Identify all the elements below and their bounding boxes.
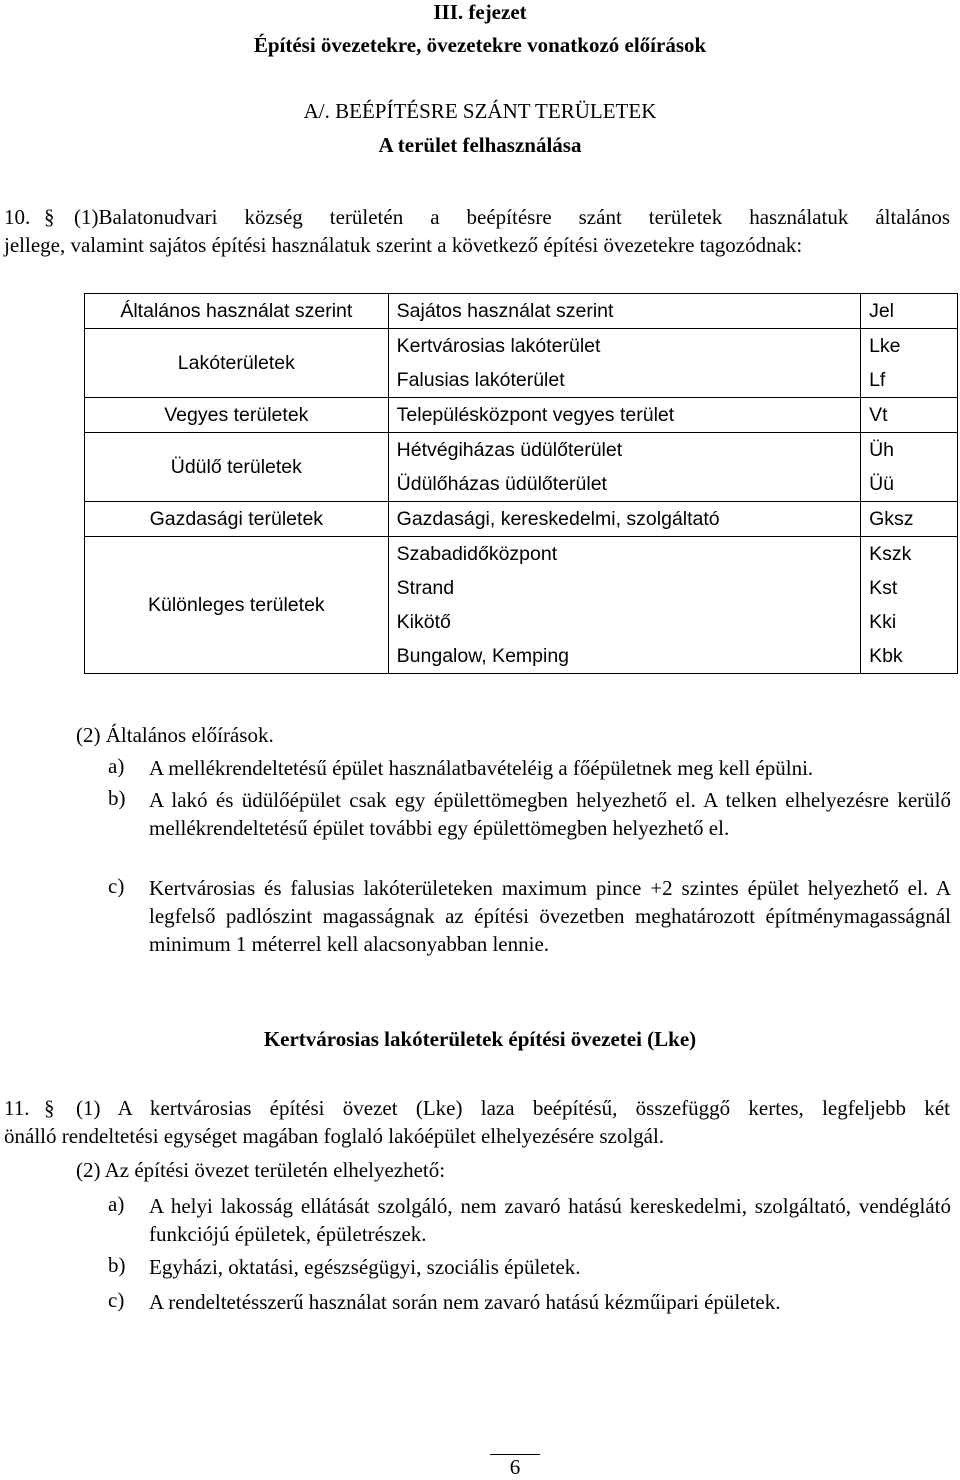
paragraph-11-number: 11.: [4, 1096, 30, 1120]
specific-use-cell: Üdülőházas üdülőterület: [388, 467, 860, 502]
placeable-title: (2) Az építési övezet területén elhelyezhető:: [76, 1158, 446, 1182]
code-cell: Gksz: [861, 502, 958, 537]
code-cell: Kki: [861, 605, 958, 639]
list-item-label: b): [108, 786, 126, 810]
table-row: [85, 398, 958, 433]
list-item-text: Kertvárosias és falusias lakóterületeken maximum pince +2 szintes épület helyezhető el. A legfelső padlószint magasságnak az építési övezetben meghatározott építménymagasságnál minimum 1 méterrel kell alacsonyabban lennie.: [149, 876, 951, 956]
code-cell: Lke: [861, 329, 958, 364]
list-item-text: A rendeltetésszerű használat során nem zavaró hatású kézműipari épületek.: [149, 1290, 781, 1314]
paragraph-10-line-1: (1)Balatonudvari község területén a beépítésre szánt területek használatuk általános: [74, 205, 950, 229]
list-item-text: A mellékrendeltetésű épület használatbavételéig a főépületnek meg kell épülni.: [149, 756, 814, 780]
general-use-cell: Vegyes területek: [85, 398, 389, 433]
code-cell: Lf: [861, 363, 958, 398]
general-use-cell: Gazdasági területek: [85, 502, 389, 537]
specific-use-cell: Strand: [388, 571, 860, 605]
lke-heading: Kertvárosias lakóterületek építési övezetei (Lke): [263, 1027, 697, 1051]
chapter-number: III. fejezet: [433, 0, 527, 24]
specific-use-cell: Bungalow, Kemping: [388, 639, 860, 674]
specific-use-cell: Településközpont vegyes terület: [388, 398, 860, 433]
code-cell: Kszk: [861, 537, 958, 572]
header-specific-use: Sajátos használat szerint: [388, 294, 860, 329]
list-item-label: c): [108, 1288, 125, 1312]
list-item-text: A lakó és üdülőépület csak egy épülettömegben helyezhető el. A telken elhelyezésre kerülő mellékrendeltetésű épület további egy épülettömegben helyezhető el.: [149, 788, 951, 840]
paragraph-11-symbol: §: [44, 1096, 55, 1120]
specific-use-cell: Kertvárosias lakóterület: [388, 329, 860, 364]
specific-use-cell: Falusias lakóterület: [388, 363, 860, 398]
code-cell: Kbk: [861, 639, 958, 674]
specific-use-cell: Gazdasági, kereskedelmi, szolgáltató: [388, 502, 860, 537]
table-row: [85, 502, 958, 537]
paragraph-11-line-2: önálló rendeltetési egységet magában foglaló lakóépület elhelyezésére szolgál.: [4, 1124, 665, 1148]
general-rules-title: (2) Általános előírások.: [76, 723, 274, 747]
general-use-cell: Különleges területek: [85, 537, 389, 674]
code-cell: Vt: [861, 398, 958, 433]
paragraph-10-number: 10.: [4, 205, 31, 229]
zoning-table: [84, 293, 958, 674]
header-code: Jel: [861, 294, 958, 329]
page-number: 6: [490, 1454, 540, 1480]
section-subheading: A terület felhasználása: [378, 133, 582, 157]
table-row: [85, 433, 958, 468]
list-item-text: A helyi lakosság ellátását szolgáló, nem zavaró hatású kereskedelmi, szolgáltató, vendéglátó funkciójú épületek, épületrészek.: [149, 1194, 951, 1246]
table-row: [85, 329, 958, 364]
paragraph-10-symbol: §: [44, 205, 55, 229]
section-heading: A/. BEÉPÍTÉSRE SZÁNT TERÜLETEK: [303, 99, 657, 123]
table-header-row: [85, 294, 958, 329]
list-item-text: Egyházi, oktatási, egészségügyi, szociális épületek.: [149, 1255, 581, 1279]
general-use-cell: Üdülő területek: [85, 433, 389, 502]
code-cell: Üh: [861, 433, 958, 468]
code-cell: Kst: [861, 571, 958, 605]
list-item-label: a): [108, 754, 125, 778]
header-general-use: Általános használat szerint: [85, 294, 389, 329]
code-cell: Üü: [861, 467, 958, 502]
table-row: [85, 537, 958, 572]
list-item-label: a): [108, 1192, 125, 1216]
general-use-cell: Lakóterületek: [85, 329, 389, 398]
paragraph-10-line-2: jellege, valamint sajátos építési használatuk szerint a következő építési övezetekre tagozódnak:: [4, 233, 803, 257]
specific-use-cell: Kikötő: [388, 605, 860, 639]
list-item-label: c): [108, 874, 125, 898]
list-item-label: b): [108, 1253, 126, 1277]
chapter-title: Építési övezetekre, övezetekre vonatkozó előírások: [253, 33, 707, 57]
specific-use-cell: Szabadidőközpont: [388, 537, 860, 572]
paragraph-11-line-1: (1) A kertvárosias építési övezet (Lke) laza beépítésű, összefüggő kertes, legfeljebb két: [76, 1096, 950, 1120]
specific-use-cell: Hétvégiházas üdülőterület: [388, 433, 860, 468]
